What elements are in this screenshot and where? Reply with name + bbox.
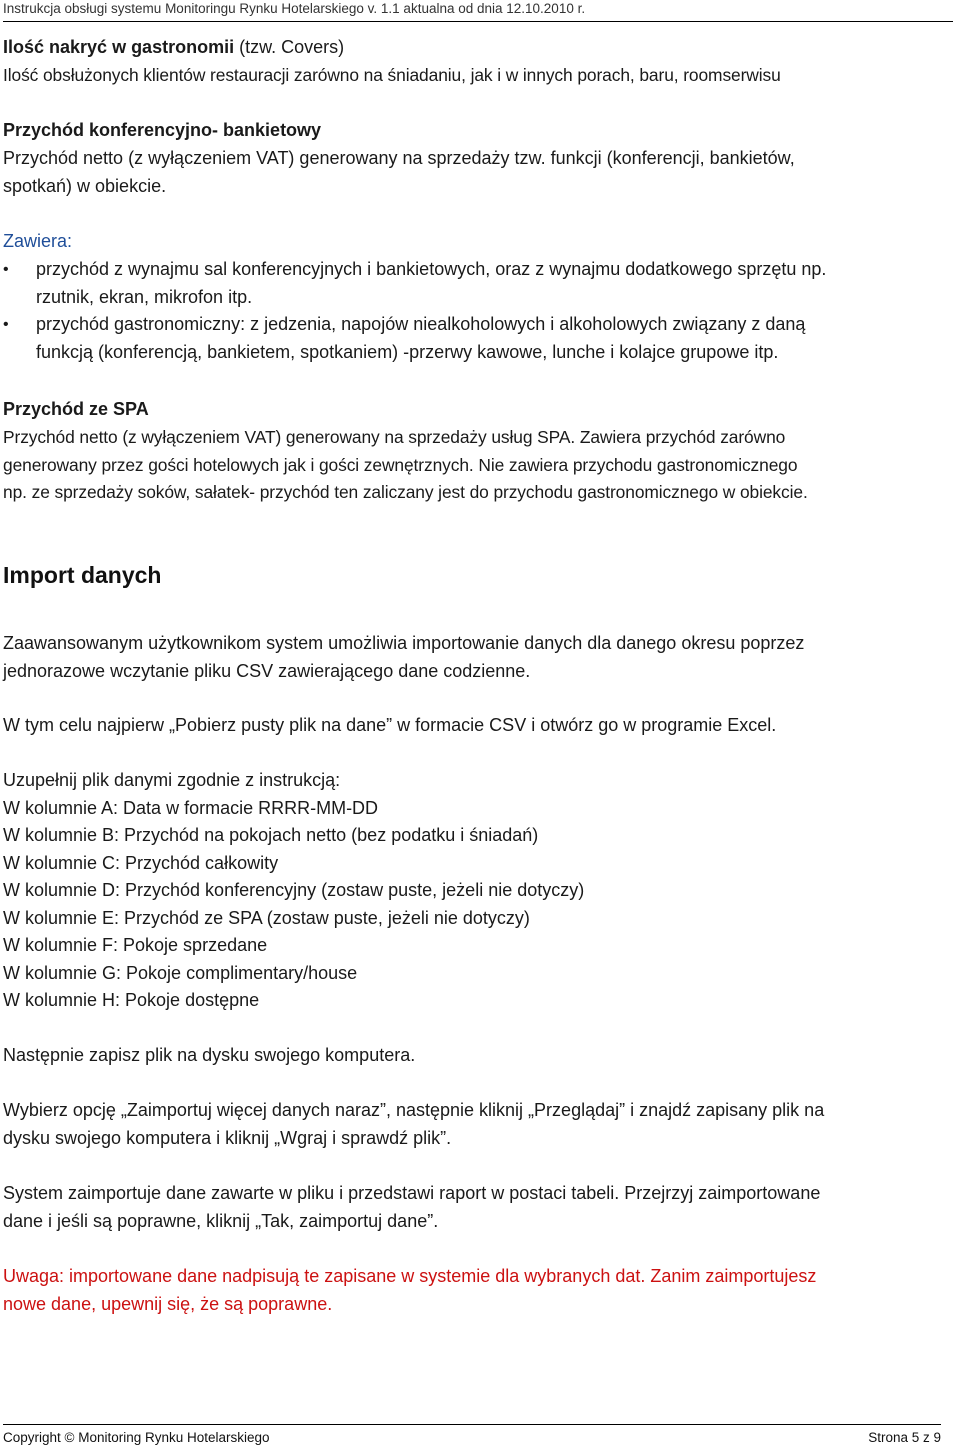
column-c: W kolumnie C: Przychód całkowity [3, 852, 279, 873]
import-intro-line1: Zaawansowanym użytkownikom system umożliwia importowanie danych dla danego okresu poprzez [3, 633, 805, 653]
covers-title [3, 34, 953, 62]
conference-title: Przychód konferencyjno- bankietowy [3, 120, 322, 140]
list-item [3, 311, 953, 366]
choose-line1: Wybierz opcję „Zaimportuj więcej danych naraz”, następnie kliknij „Przeglądaj” i znajdź zapisany plik na [3, 1100, 825, 1120]
bullet-text-line1: przychód z wynajmu sal konferencyjnych i bankietowych, oraz z wynajmu dodatkowego sprzętu np. [36, 259, 827, 279]
bullet-text-line2: rzutnik, ekran, mikrofon itp. [36, 286, 253, 307]
import-intro-line2: jednorazowe wczytanie pliku CSV zawierającego dane codzienne. [3, 660, 531, 681]
footer-page-number: Strona 5 z 9 [868, 1430, 941, 1445]
import-choose-step [3, 1097, 953, 1152]
column-g: W kolumnie G: Pokoje complimentary/house [3, 962, 358, 983]
column-h: W kolumnie H: Pokoje dostępne [3, 990, 260, 1010]
bullet-icon: • [3, 316, 9, 333]
spa-description [3, 424, 953, 507]
warning-line1: Uwaga: importowane dane nadpisują te zapisane w systemie dla wybranych dat. Zanim zaimportujesz [3, 1266, 817, 1286]
import-warning [3, 1263, 953, 1318]
spa-title: Przychód ze SPA [3, 399, 149, 419]
fill-intro: Uzupełnij plik danymi zgodnie z instrukcją: [3, 770, 341, 790]
column-f: W kolumnie F: Pokoje sprzedane [3, 935, 268, 955]
report-line1: System zaimportuje dane zawarte w pliku i przedstawi raport w postaci tabeli. Przejrzyj zaimportowane [3, 1183, 821, 1203]
report-line2: dane i jeśli są poprawne, kliknij „Tak, zaimportuj dane”. [3, 1210, 439, 1231]
import-save-step: Następnie zapisz plik na dysku swojego komputera. [3, 1045, 416, 1065]
bullet-icon: • [3, 261, 9, 278]
covers-title-rest: (tzw. Covers) [234, 37, 345, 57]
spa-line3: np. ze sprzedaży soków, sałatek- przychód ten zaliczany jest do przychodu gastronomicznego w obiekcie. [3, 482, 808, 502]
import-intro [3, 630, 953, 685]
page-header: Instrukcja obsługi systemu Monitoringu Rynku Hotelarskiego v. 1.1 aktualna od dnia 12.10.2010 r. [3, 1, 953, 22]
warning-line2: nowe dane, upewnij się, że są poprawne. [3, 1293, 333, 1314]
import-step-download: W tym celu najpierw „Pobierz pusty plik na dane” w formacie CSV i otwórz go w programie Excel. [3, 715, 777, 735]
spa-line1: Przychód netto (z wyłączeniem VAT) generowany na sprzedaży usług SPA. Zawiera przychód zarówno [3, 427, 786, 447]
column-d: W kolumnie D: Przychód konferencyjny (zostaw puste, jeżeli nie dotyczy) [3, 880, 585, 900]
bullet-text-line2: funkcją (konferencją, bankietem, spotkaniem) -przerwy kawowe, lunche i kolajce grupowe itp. [36, 341, 779, 362]
import-heading: Import danych [3, 562, 162, 588]
conference-description-line1: Przychód netto (z wyłączeniem VAT) generowany na sprzedaży tzw. funkcji (konferencji, bankietów, [3, 148, 795, 168]
conference-contains-label: Zawiera: [3, 231, 73, 251]
column-b: W kolumnie B: Przychód na pokojach netto (bez podatku i śniadań) [3, 825, 539, 845]
covers-title-bold: Ilość nakryć w gastronomii [3, 37, 235, 57]
page-footer [3, 1424, 941, 1447]
covers-description: Ilość obsłużonych klientów restauracji zarówno na śniadaniu, jak i w innych porach, baru, roomserwisu [3, 65, 781, 85]
footer-copyright: Copyright © Monitoring Rynku Hotelarskiego [3, 1430, 270, 1445]
bullet-text-line1: przychód gastronomiczny: z jedzenia, napojów niealkoholowych i alkoholowych związany z daną [36, 314, 806, 334]
column-a: W kolumnie A: Data w formacie RRRR-MM-DD [3, 797, 379, 818]
import-report-step [3, 1180, 953, 1235]
import-fill-instructions [3, 767, 953, 1015]
conference-description-line2: spotkań) w obiekcie. [3, 175, 167, 196]
choose-line2: dysku swojego komputera i kliknij „Wgraj i sprawdź plik”. [3, 1127, 452, 1148]
conference-description [3, 145, 953, 200]
conference-bullet-list [3, 256, 953, 366]
column-e: W kolumnie E: Przychód ze SPA (zostaw puste, jeżeli nie dotyczy) [3, 907, 530, 928]
list-item [3, 256, 953, 311]
spa-line2: generowany przez gości hotelowych jak i gości zewnętrznych. Nie zawiera przychodu gastronomicznego [3, 454, 798, 475]
